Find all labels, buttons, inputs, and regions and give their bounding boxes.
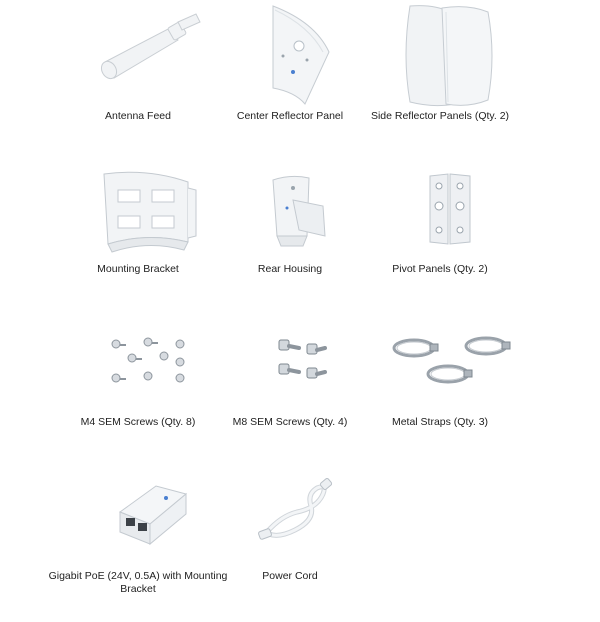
power-cord-icon [197, 472, 397, 582]
item-label-mounting-bracket: Mounting Bracket [97, 263, 179, 275]
item-label-antenna-feed: Antenna Feed [105, 110, 171, 122]
item-label-side-reflector-panels: Side Reflector Panels (Qty. 2) [370, 110, 510, 122]
item-label-m4-screws: M4 SEM Screws (Qty. 8) [80, 416, 196, 428]
item-label-center-reflector-panel: Center Reflector Panel [236, 110, 344, 122]
item-metal-straps [350, 318, 550, 468]
side-reflector-panels-icon [350, 0, 550, 110]
item-label-pivot-panels: Pivot Panels (Qty. 2) [392, 263, 488, 275]
item-pivot-panels [350, 160, 550, 310]
metal-straps-icon [350, 318, 550, 428]
item-label-rear-housing: Rear Housing [257, 263, 323, 275]
item-label-power-cord: Power Cord [262, 570, 318, 582]
pivot-panels-icon [350, 160, 550, 270]
item-label-metal-straps: Metal Straps (Qty. 3) [391, 416, 489, 428]
item-label-m8-screws: M8 SEM Screws (Qty. 4) [232, 416, 348, 428]
item-side-reflector-panels [350, 0, 550, 150]
item-label-poe-adapter: Gigabit PoE (24V, 0.5A) with Mounting Bracket [48, 570, 228, 595]
